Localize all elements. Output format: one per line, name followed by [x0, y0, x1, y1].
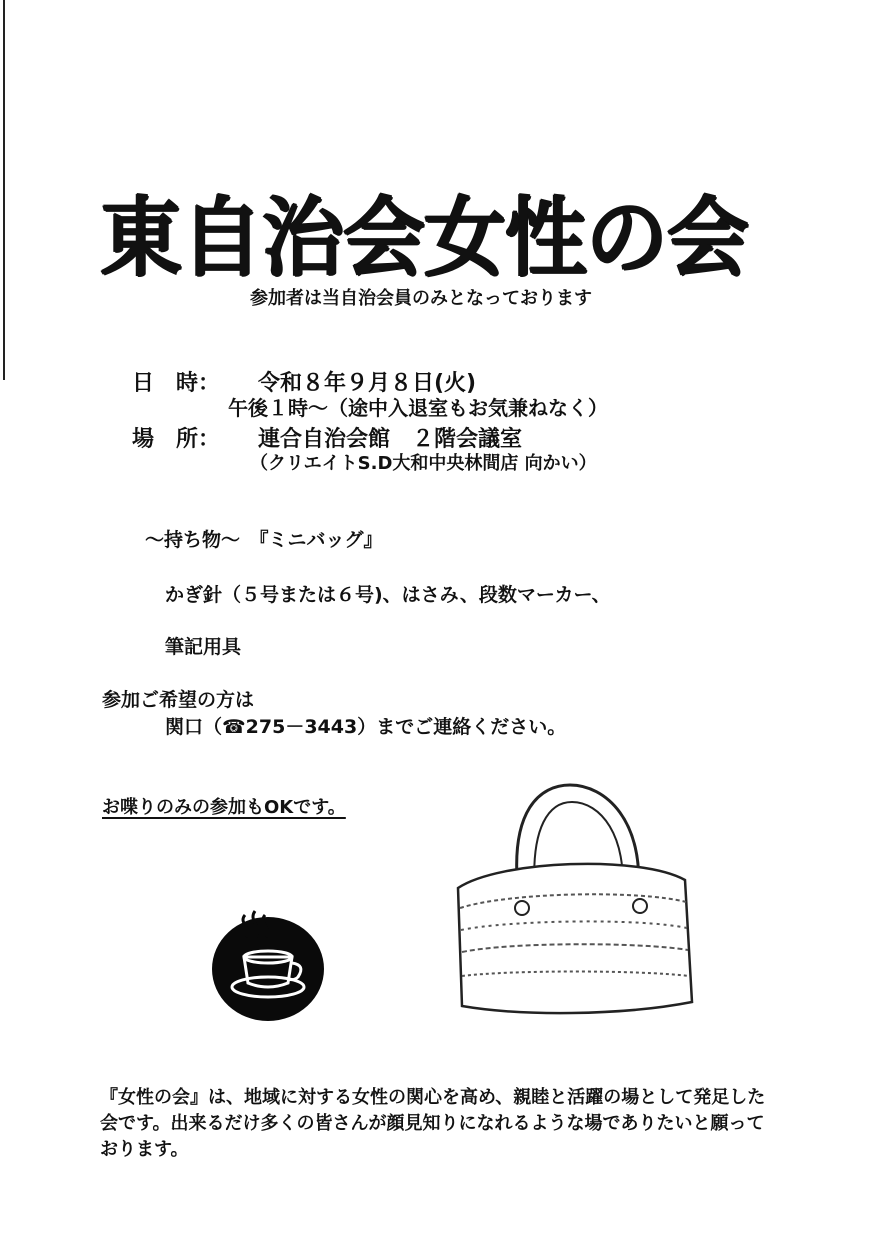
chat-note: お喋りのみの参加もOKです。 [102, 797, 346, 818]
place-note: （クリエイトS.D大和中央林間店 向かい） [250, 453, 597, 474]
time-value: 午後１時～（途中入退室もお気兼ねなく） [228, 396, 608, 420]
place-label: 場 所： [132, 427, 221, 452]
contact-heading: 参加ご希望の方は [102, 689, 255, 711]
date-value: 令和８年９月８日(火) [258, 371, 477, 396]
place-value: 連合自治会館 ２階会議室 [258, 427, 523, 452]
date-label: 日 時： [132, 371, 221, 396]
bring-heading: ～持ち物～ 『ミニバッグ』 [145, 529, 383, 551]
page-title: 東自治会女性の会 [100, 188, 749, 289]
bring-items-line1: かぎ針（５号または６号)、はさみ、段数マーカー、 [165, 584, 611, 606]
contact-detail: 関口（☎275－3443）までご連絡ください。 [165, 716, 567, 738]
coffee-cup-icon [210, 905, 328, 1023]
scan-edge-line [3, 0, 5, 380]
subtitle: 参加者は当自治会員のみとなっております [250, 288, 592, 309]
handbag-illustration [440, 780, 700, 1020]
footer-description: 『女性の会』は、地域に対する女性の関心を高め、親睦と活躍の場として発足した会です。出来るだけ多くの皆さんが顔見知りになれるような場でありたいと願っております。 [100, 1087, 766, 1160]
bring-items-line2: 筆記用具 [165, 636, 242, 658]
